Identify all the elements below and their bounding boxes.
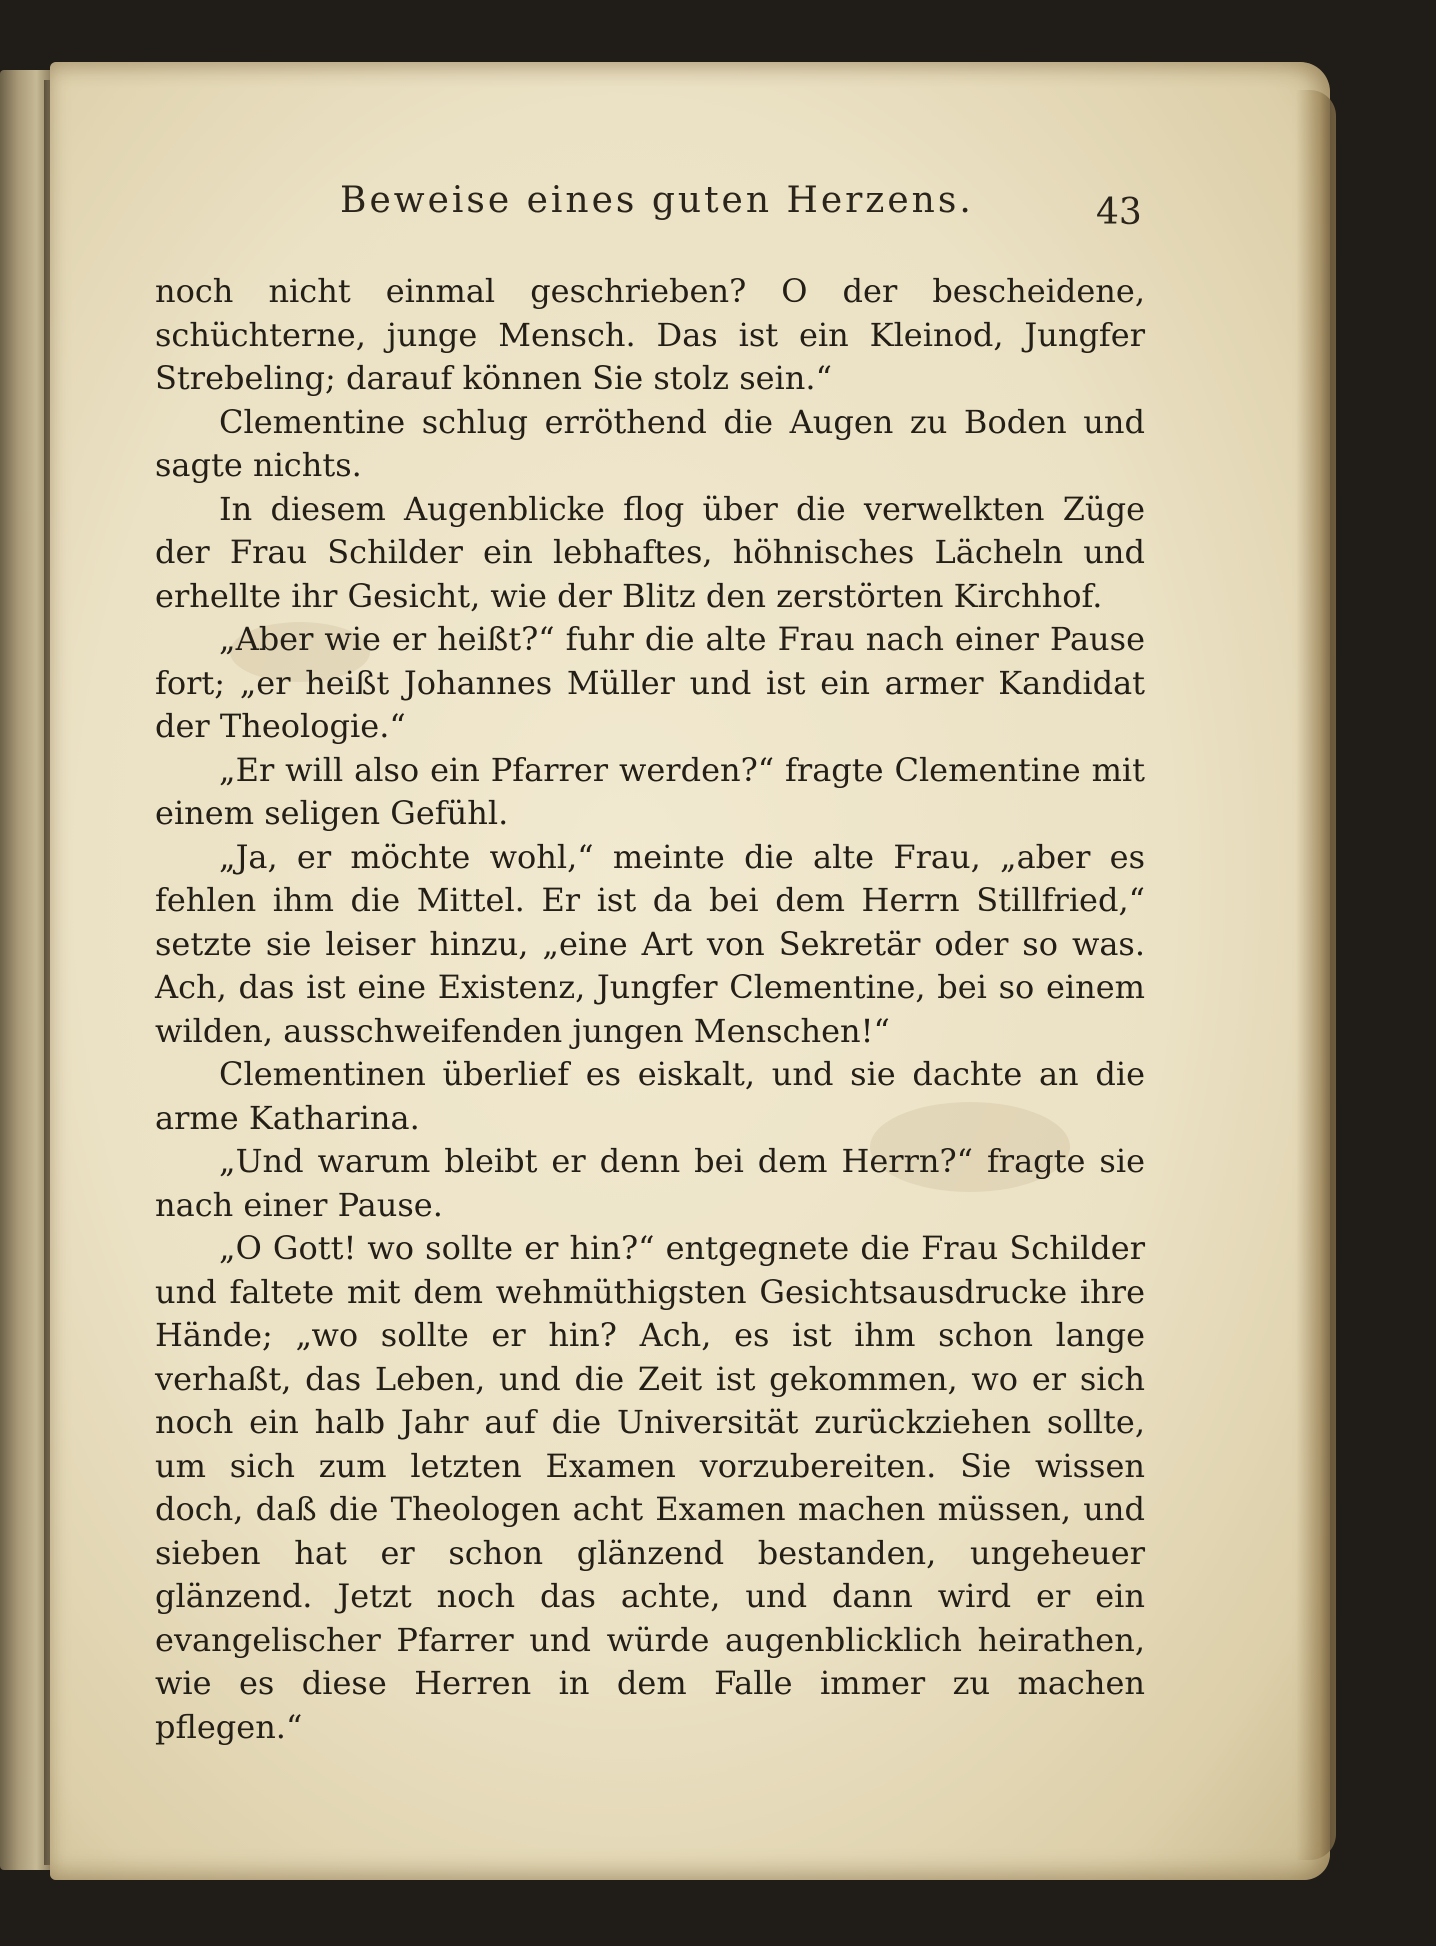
paragraph: „Und warum bleibt er denn bei dem Herrn?“ fragte sie nach einer Pause. (155, 1142, 1145, 1224)
paragraph: In diesem Augenblicke flog über die verwelkten Züge der Frau Schilder ein lebhaftes, höhnisches Lächeln und erhellte ihr Gesicht, wie der Blitz den zerstörten Kirchhof. (155, 489, 1145, 615)
page-fore-edge (1296, 90, 1336, 1860)
paragraph: „O Gott! wo sollte er hin?“ entgegnete die Frau Schilder und faltete mit dem wehmüthigsten Gesichtsausdrucke ihre Hände; „wo sollte er hin? Ach, es ist ihm schon lange verhaßt, das Leben, und die Zeit ist gekommen, wo er sich noch ein halb Jahr auf die Universität zurückziehen sollte, um sich zum letzten Examen vorzubereiten. Sie wissen doch, daß die Theologen acht Examen machen müssen, und sieben hat er schon glänzend bestanden, ungeheuer glänzend. Jetzt noch das achte, und dann wird er ein evangelischer Pfarrer und würde augenblicklich heirathen, wie es diese Herren in dem Falle immer zu machen pflegen.“ (155, 1229, 1145, 1746)
body-text (155, 270, 1145, 1749)
paragraph: Clementine schlug erröthend die Augen zu Boden und sagte nichts. (155, 402, 1145, 484)
page-number: 43 (1096, 192, 1142, 233)
running-head: Beweise eines guten Herzens. (340, 180, 974, 221)
paragraph: „Ja, er möchte wohl,“ meinte die alte Frau, „aber es fehlen ihm die Mittel. Er ist da bei dem Herrn Stillfried,“ setzte sie leiser hinzu, „eine Art von Sekretär oder so was. Ach, das ist eine Existenz, Jungfer Clementine, bei so einem wilden, ausschweifenden jungen Menschen!“ (155, 837, 1145, 1050)
paragraph: „Er will also ein Pfarrer werden?“ fragte Clementine mit einem seligen Gefühl. (155, 750, 1145, 832)
paragraph: „Aber wie er heißt?“ fuhr die alte Frau nach einer Pause fort; „er heißt Johannes Müller und ist ein armer Kandidat der Theologie.“ (155, 620, 1145, 745)
paragraph: Clementinen überlief es eiskalt, und sie dachte an die arme Katharina. (155, 1055, 1145, 1137)
paragraph: noch nicht einmal geschrieben? O der bescheidene, schüchterne, junge Mensch. Das ist ein Kleinod, Jungfer Strebeling; darauf können Sie stolz sein.“ (155, 272, 1145, 397)
